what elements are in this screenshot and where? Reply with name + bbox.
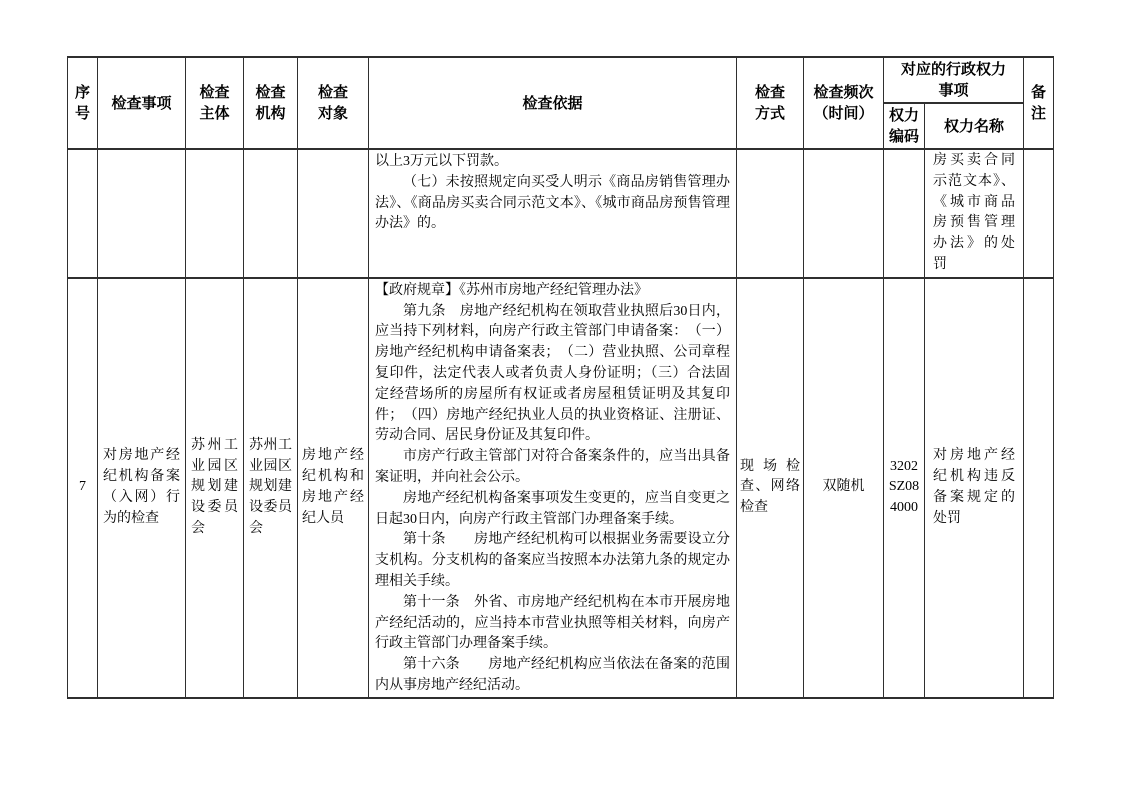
cell-item — [98, 149, 186, 278]
header-subject: 检查主体 — [186, 57, 244, 149]
basis-paragraph: 第十条 房地产经纪机构可以根据业务需要设立分支机构。分支机构的备案应当按照本办法第九条的规定办理相关手续。 — [375, 532, 730, 589]
cell-power-code: 3202SZ084000 — [884, 278, 925, 698]
header-basis: 检查依据 — [369, 57, 737, 149]
cell-frequency — [804, 149, 884, 278]
cell-remark — [1024, 149, 1054, 278]
basis-paragraph: 市房产行政主管部门对符合备案条件的，应当出具备案证明，并向社会公示。 — [375, 449, 730, 485]
cell-remark — [1024, 278, 1054, 698]
cell-power-name: 对房地产经纪机构违反备案规定的处罚 — [925, 278, 1024, 698]
basis-paragraph: 房地产经纪机构备案事项发生变更的，应当自变更之日起30日内，向房产行政主管部门办理备案手续。 — [375, 490, 730, 527]
header-power-group: 对应的行政权力事项 — [884, 57, 1024, 103]
cell-seq — [68, 149, 98, 278]
basis-paragraph: （七）未按照规定向买受人明示《商品房销售管理办法》、《商品房买卖合同示范文本》、《城市商品房预售管理办法》的。 — [375, 174, 730, 232]
cell-power-code — [884, 149, 925, 278]
cell-agency — [244, 149, 298, 278]
cell-subject: 苏州工业园区规划建设委员会 — [186, 278, 244, 698]
header-item: 检查事项 — [98, 57, 186, 149]
header-power-name: 权力名称 — [925, 103, 1024, 149]
header-target: 检查对象 — [298, 57, 369, 149]
cell-basis — [369, 278, 737, 698]
header-agency: 检查机构 — [244, 57, 298, 149]
cell-frequency: 双随机 — [804, 278, 884, 698]
cell-seq: 7 — [68, 278, 98, 698]
inspection-items-table — [67, 56, 1054, 699]
basis-paragraph: 以上3万元以下罚款。 — [375, 154, 508, 169]
basis-paragraph: 第十一条 外省、市房地产经纪机构在本市开展房地产经纪活动的，应当持本市营业执照等相关材料，向房产行政主管部门办理备案手续。 — [375, 594, 730, 652]
cell-method — [737, 149, 804, 278]
basis-paragraph: 第十六条 房地产经纪机构应当依法在备案的范围内从事房地产经纪活动。 — [375, 657, 730, 693]
table-row-continuation — [68, 149, 1054, 278]
cell-target — [298, 149, 369, 278]
cell-method: 现场检查、网络检查 — [737, 278, 804, 698]
header-remark: 备注 — [1024, 57, 1054, 149]
header-seq: 序号 — [68, 57, 98, 149]
cell-power-name: 房买卖合同示范文本》、《城市商品房预售管理办法》的处罚 — [925, 149, 1024, 278]
header-frequency: 检查频次（时间） — [804, 57, 884, 149]
header-power-code: 权力编码 — [884, 103, 925, 149]
cell-subject — [186, 149, 244, 278]
cell-item: 对房地产经纪机构备案（入网）行为的检查 — [98, 278, 186, 698]
basis-paragraph: 第九条 房地产经纪机构在领取营业执照后30日内，应当持下列材料，向房产行政主管部门申请备案： （一）房地产经纪机构申请备案表； （二）营业执照、公司章程复印件，法定代表人或者负责人身份证明；（三）合法固定经营场所的房屋所有权证或者房屋租赁证明及其复印件； （四）房地产经纪执业人员的执业资格证、注册证、劳动合同、居民身份证及其复印件。 — [375, 303, 730, 444]
cell-basis — [369, 149, 737, 278]
basis-paragraph: 【政府规章】《苏州市房地产经纪管理办法》 — [375, 282, 648, 298]
cell-target: 房地产经纪机构和房地产经纪人员 — [298, 278, 369, 698]
table-row-7 — [68, 278, 1054, 698]
header-method: 检查方式 — [737, 57, 804, 149]
header-row-top — [68, 57, 1054, 103]
cell-agency: 苏州工业园区规划建设委员会 — [244, 278, 298, 698]
